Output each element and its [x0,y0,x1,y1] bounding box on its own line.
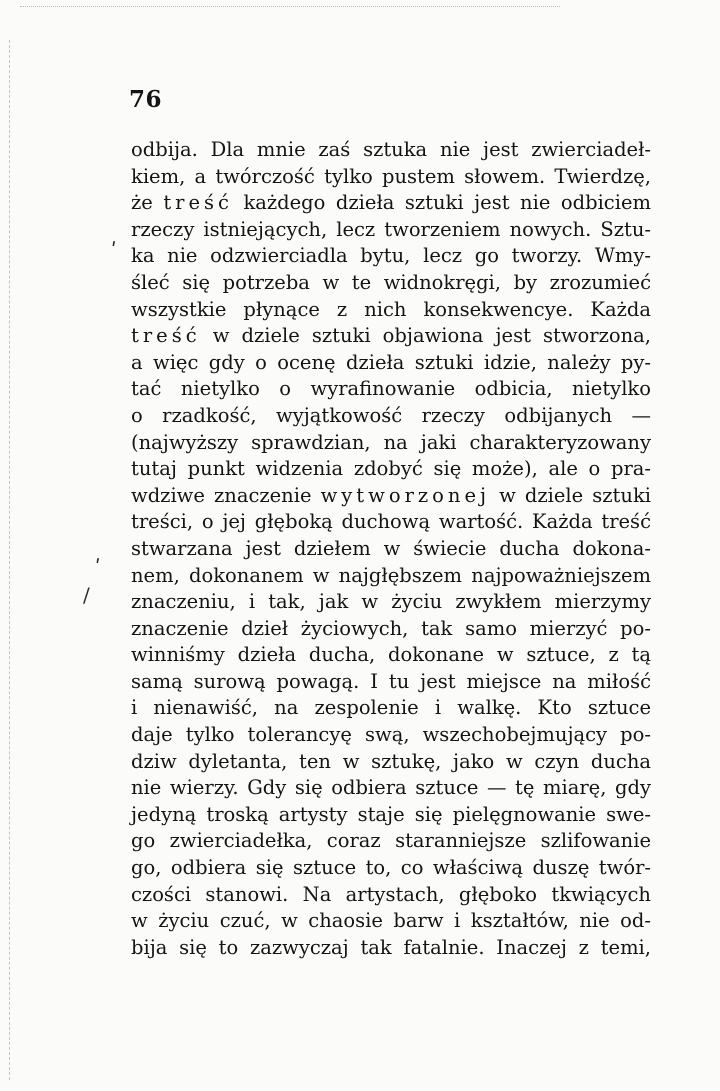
text-segment: winniśmy dzieła ducha, dokonane w sztuce, z tą [131,643,651,667]
text-segment: bija się to zazwyczaj tak fatalnie. Inaczej z temi, [131,935,651,959]
text-segment: znaczenie dzieł życiowych, tak samo mierzyć po- [131,616,651,640]
text-line [131,430,651,457]
text-segment: a więc gdy o ocenę dzieła sztuki idzie, należy py- [131,350,651,374]
text-segment: wszystkie płynące z nich konsekwencye. Każda [131,297,651,321]
text-line [131,483,651,510]
text-line [131,137,651,164]
text-segment: znaczeniu, i tak, jak w życiu zwykłem mierzymy [131,590,651,614]
text-segment: (najwyższy sprawdzian, na jaki charakteryzowany [131,430,651,454]
text-segment: odbija. Dla mnie zaś sztuka nie jest zwierciadeł- [131,138,651,161]
text-line [131,243,651,270]
text-segment: treści, o jej głęboką duchową wartość. Każda treść [131,510,651,534]
text-segment: o rzadkość, wyjątkowość rzeczy odbijanych — [131,403,651,427]
page-number: 76 [129,86,163,113]
text-segment: że [131,191,164,215]
text-line [131,589,651,616]
text-segment: go zwierciadełka, coraz staranniejsze szlifowanie [131,829,651,853]
text-line [131,669,651,696]
text-line [131,775,651,802]
scan-top-edge [20,6,560,7]
text-segment: nem, dokonanem w najgłębszem najpoważniejszem [131,563,651,587]
text-line [131,908,651,935]
text-line [131,563,651,590]
text-segment: w dziele sztuki objawiona jest stworzona, [200,324,651,348]
text-segment: rzeczy istniejących, lecz tworzeniem nowych. Sztu- [131,217,651,241]
text-line [131,855,651,882]
text-segment: kiem, a twórczość tylko pustem słowem. Twierdzę, [131,164,651,188]
text-segment: śleć się potrzeba w te widnokręgi, by zrozumieć [131,270,651,294]
text-segment: i nienawiść, na zespolenie i walkę. Kto sztuce [131,696,651,720]
text-line [131,164,651,191]
text-segment: w życiu czuć, w chaosie barw i kształtów, nie od- [131,909,651,933]
text-segment: w dziele sztuki [490,483,652,507]
text-line [131,616,651,643]
text-line [131,323,651,350]
margin-pencil-mark: ʹ [111,238,117,262]
text-segment: tać nietylko o wyrafinowanie odbicia, nietylko [131,377,651,401]
text-segment: jedyną troską artysty staje się pielęgnowanie swe- [131,802,651,826]
emphasized-word: treść [163,191,233,215]
text-line [131,935,651,962]
text-line [131,297,651,324]
margin-pencil-mark: / [83,583,90,607]
text-segment: nie wierzy. Gdy się odbiera sztuce — tę miarę, gdy [131,776,651,800]
text-line [131,828,651,855]
text-line [131,350,651,377]
text-segment: daje tylko tolerancyę swą, wszechobejmujący po- [131,723,651,747]
text-segment: wdziwe znaczenie [131,483,321,507]
text-line [131,642,651,669]
text-line [131,695,651,722]
text-line [131,802,651,829]
text-line [131,270,651,297]
text-segment: tutaj punkt widzenia zdobyć się może), ale o pra- [131,457,651,481]
scan-binding-edge [9,40,10,1080]
text-line [131,217,651,244]
emphasized-word: wytworzonej [320,483,491,507]
body-text [131,137,651,961]
text-segment: każdego dzieła sztuki jest nie odbiciem [232,191,651,215]
text-line [131,403,651,430]
text-line [131,536,651,563]
text-line [131,749,651,776]
text-line [131,722,651,749]
text-line [131,456,651,483]
text-line [131,509,651,536]
text-segment: samą surową powagą. I tu jest miejsce na miłość [131,669,651,693]
text-segment: ka nie odzwierciadla bytu, lecz go tworzy. Wmy- [131,244,651,268]
text-line [131,190,651,217]
text-line [131,882,651,909]
text-segment: go, odbiera się sztuce to, co właściwą duszę twór- [131,856,651,880]
text-segment: czości stanowi. Na artystach, głęboko tkwiących [131,882,651,906]
emphasized-word: treść [131,324,201,348]
margin-pencil-mark: ʹ [95,555,101,579]
text-segment: dziw dyletanta, ten w sztukę, jako w czyn ducha [131,749,651,773]
text-line [131,376,651,403]
text-segment: stwarzana jest dziełem w świecie ducha dokona- [131,536,651,560]
